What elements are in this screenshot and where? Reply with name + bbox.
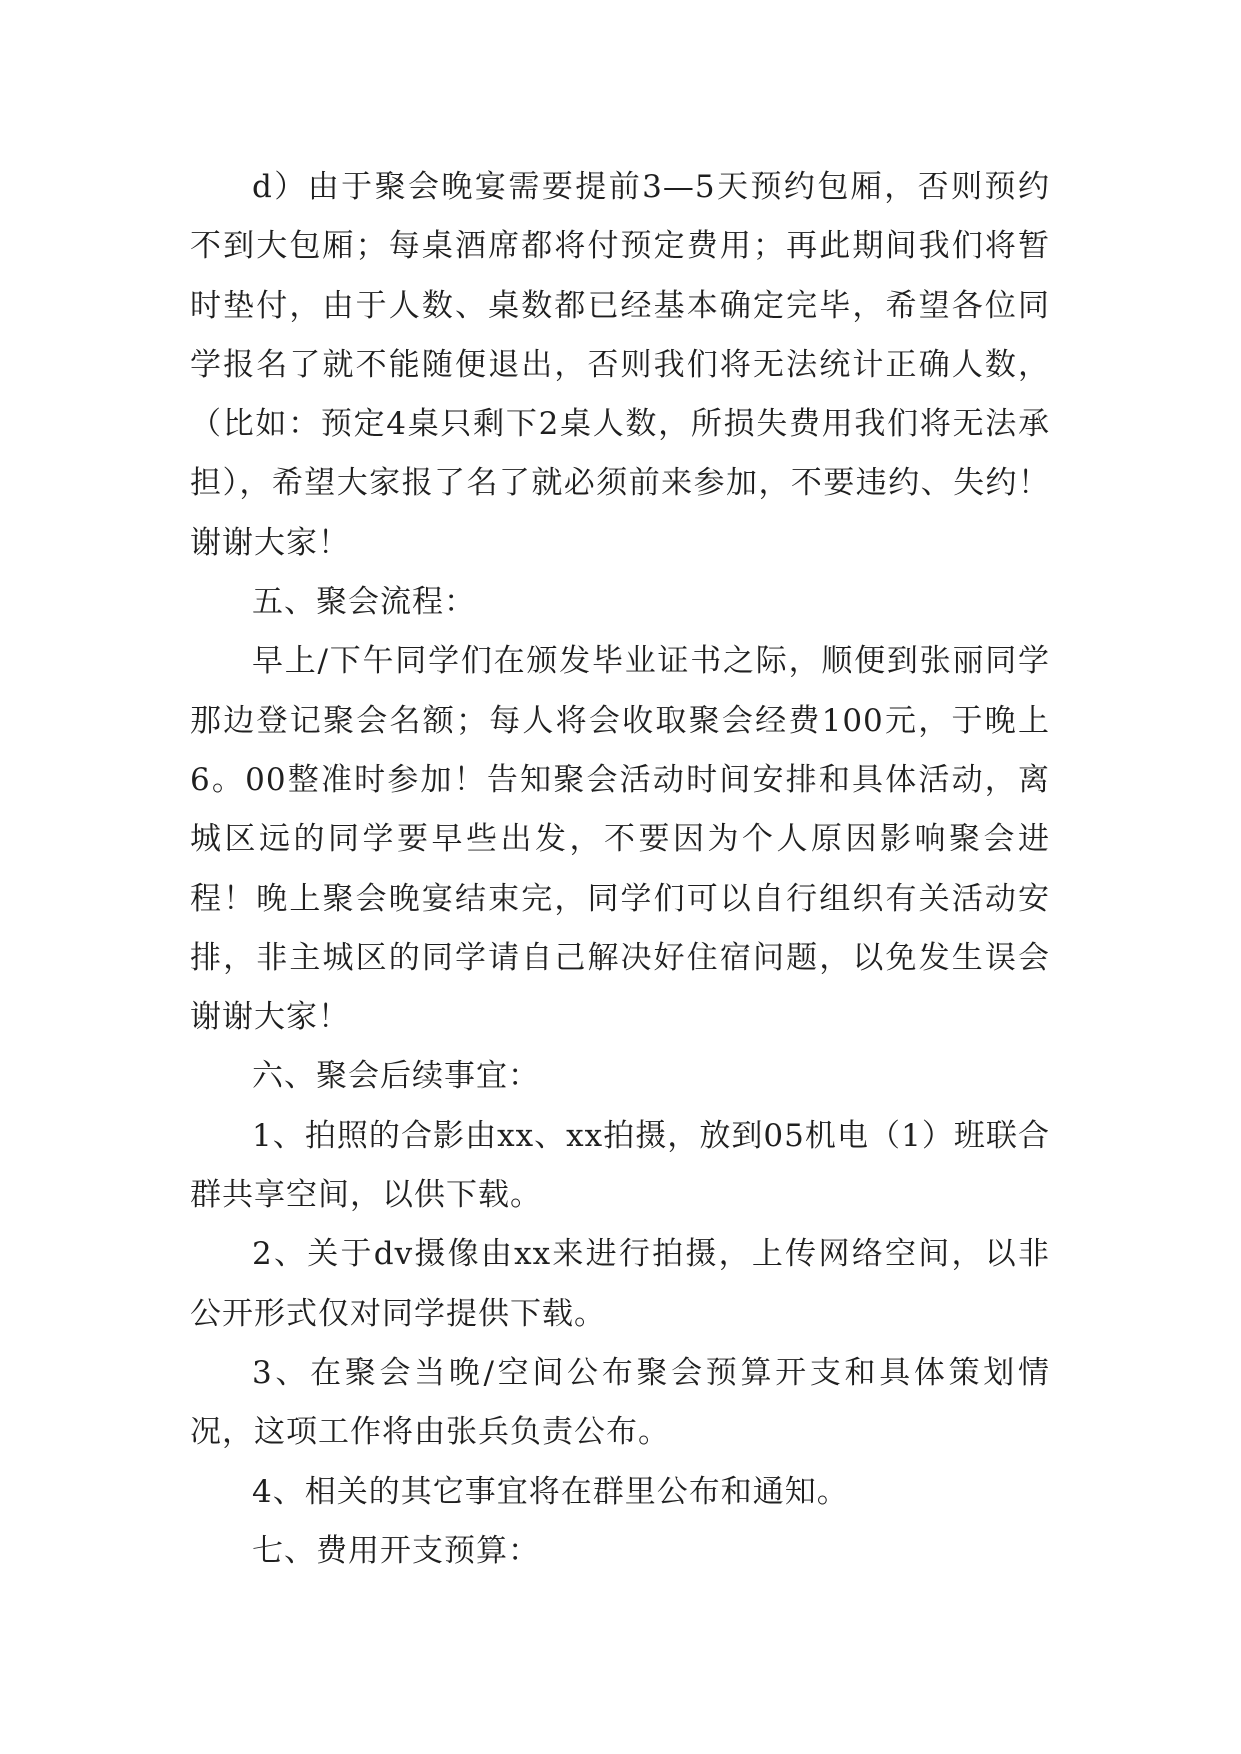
section-heading-budget: 七、费用开支预算： [252, 1532, 540, 1569]
paragraph-follow-up-1: 1、拍照的合影由xx、xx拍摄，放到05机电（1）班联合群共享空间，以供下载。 [190, 1117, 1050, 1214]
section-heading-process: 五、聚会流程： [252, 584, 476, 621]
section-heading-follow-up: 六、聚会后续事宜： [252, 1058, 540, 1095]
paragraph-booking-notice: d）由于聚会晚宴需要提前3—5天预约包厢，否则预约不到大包厢；每桌酒席都将付预定费用；再此期间我们将暂时垫付，由于人数、桌数都已经基本确定完毕，希望各位同学报名了就不能随便退出，否则我们将无法统计正确人数，（比如：预定4桌只剩下2桌人数，所损失费用我们将无法承担），希望大家报了名了就必须前来参加，不要违约、失约！谢谢大家！ [190, 169, 1050, 561]
paragraph-follow-up-2: 2、关于dv摄像由xx来进行拍摄，上传网络空间，以非公开形式仅对同学提供下载。 [190, 1236, 1050, 1332]
paragraph-follow-up-4: 4、相关的其它事宜将在群里公布和通知。 [252, 1473, 849, 1510]
paragraph-follow-up-3: 3、在聚会当晚/空间公布聚会预算开支和具体策划情况，这项工作将由张兵负责公布。 [190, 1354, 1050, 1451]
document-body [190, 158, 1050, 1581]
paragraph-process: 早上/下午同学们在颁发毕业证书之际，顺便到张丽同学那边登记聚会名额；每人将会收取聚会经费100元，于晚上6。00整准时参加！告知聚会活动时间安排和具体活动，离城区远的同学要早些出发，不要因为个人原因影响聚会进程！晚上聚会晚宴结束完，同学们可以自行组织有关活动安排，非主城区的同学请自己解决好住宿问题，以免发生误会谢谢大家！ [190, 643, 1050, 1036]
